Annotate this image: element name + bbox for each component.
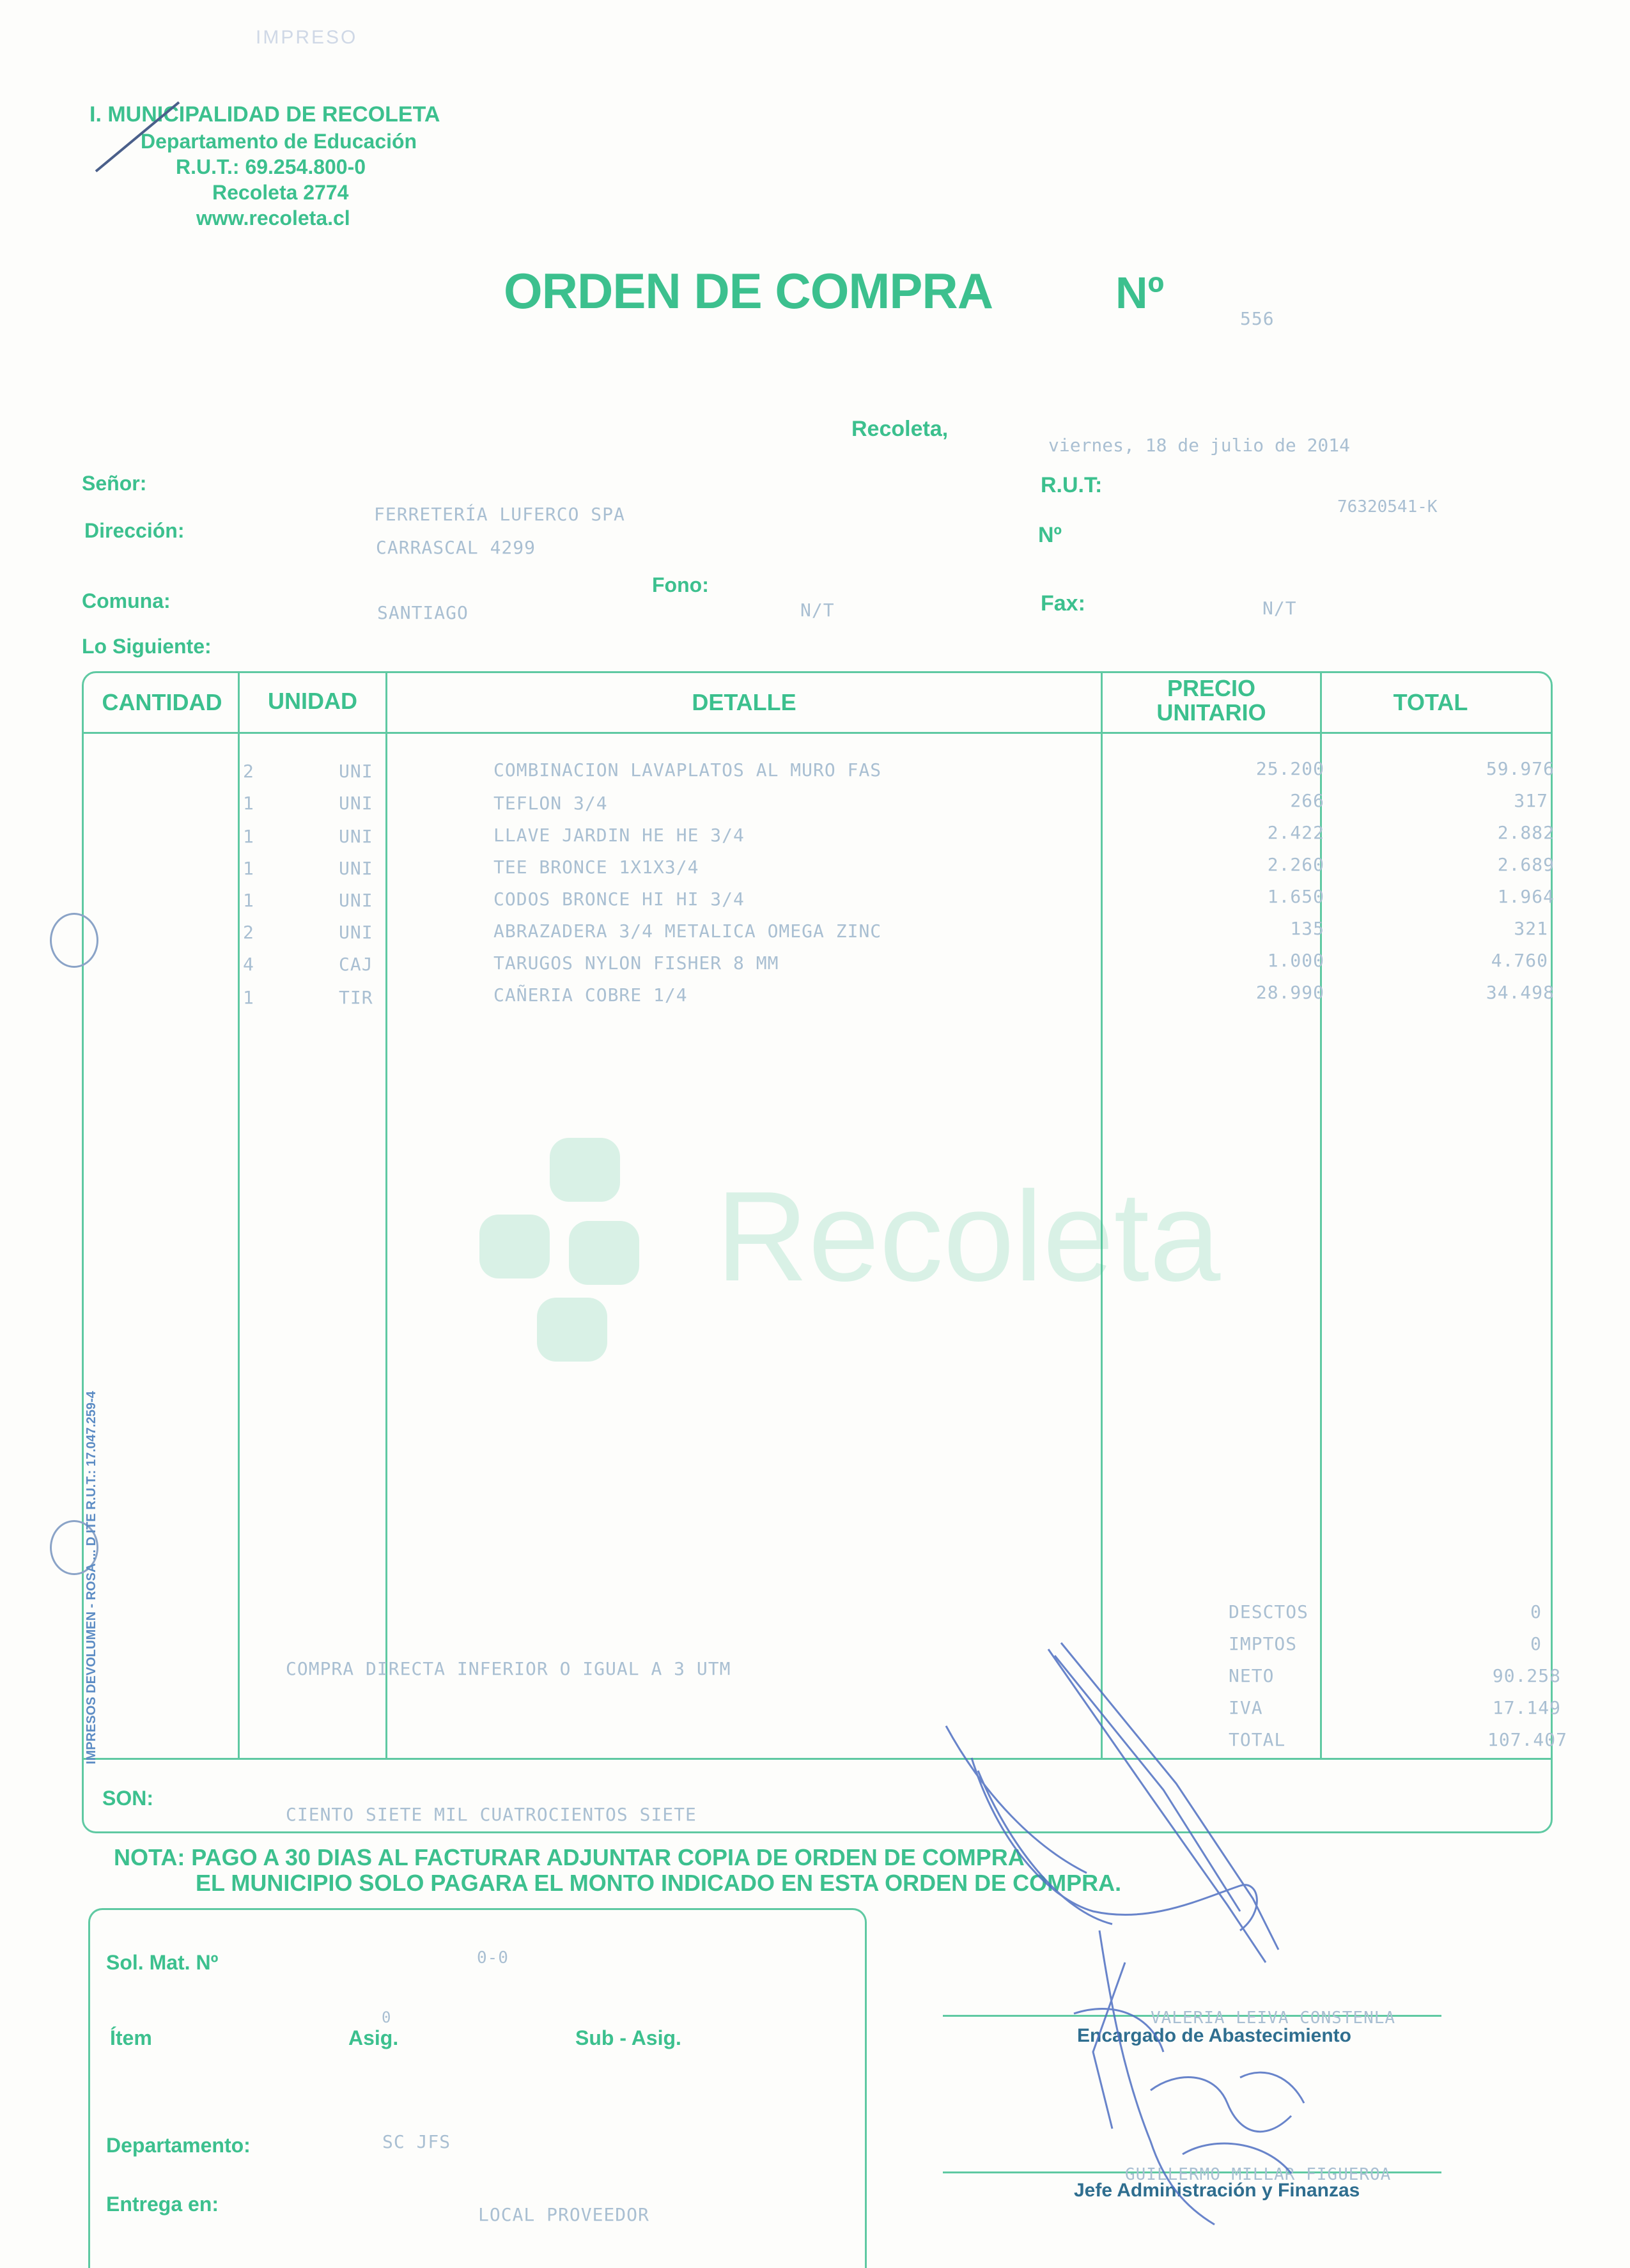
row-5-qty: 2 [243,922,254,943]
row-1-unit: UNI [339,793,373,814]
asig-value: 0 [382,2008,392,2026]
row-1-detail: TEFLON 3/4 [493,793,608,814]
rut-label: R.U.T: [1041,473,1103,497]
direct-purchase-note: COMPRA DIRECTA INFERIOR O IGUAL A 3 UTM [286,1658,731,1679]
row-6-unit: CAJ [339,954,373,975]
entrega-value: LOCAL PROVEEDOR [478,2204,649,2225]
neto-label: NETO [1229,1665,1275,1686]
row-0-unit: UNI [339,761,373,782]
row-1-total: 317 [1514,790,1548,811]
supplier-address: CARRASCAL 4299 [376,537,536,558]
row-2-total: 2.882 [1497,822,1555,843]
col-divider-2 [385,673,387,1759]
org-rut: R.U.T.: 69.254.800-0 [176,155,366,178]
row-5-detail: ABRAZADERA 3/4 METALICA OMEGA ZINC [493,920,882,942]
header-precio-2: UNITARIO [1156,699,1266,726]
fax-label: Fax: [1041,591,1085,616]
table-header-divider [84,732,1551,734]
row-5-price: 135 [1290,918,1324,939]
desctos-label: DESCTOS [1229,1601,1309,1622]
sol-mat-value: 0-0 [477,1948,509,1968]
pen-stroke-mark [83,96,185,179]
row-4-qty: 1 [243,890,254,911]
row-6-price: 1.000 [1267,950,1324,971]
entrega-label: Entrega en: [106,2193,219,2216]
recoleta-watermark-logo [460,1125,690,1384]
fono-label: Fono: [652,573,709,596]
header-unidad: UNIDAD [268,688,357,714]
row-3-unit: UNI [339,858,373,879]
row-1-qty: 1 [243,793,254,814]
row-4-unit: UNI [339,890,373,911]
row-3-price: 2.260 [1267,854,1324,875]
sub-asig-label: Sub - Asig. [575,2026,681,2049]
row-7-total: 34.498 [1486,982,1555,1003]
sol-mat-label: Sol. Mat. Nº [106,1951,219,1974]
departamento-value: SC JFS [382,2131,451,2152]
son-amount-in-words: CIENTO SIETE MIL CUATROCIENTOS SIETE [286,1804,697,1825]
header-precio-1: PRECIO [1167,675,1256,701]
iva-label: IVA [1229,1697,1263,1718]
row-3-qty: 1 [243,858,254,879]
header-total: TOTAL [1393,689,1468,715]
total-value: 107.407 [1487,1729,1567,1750]
neto-value: 90.258 [1492,1665,1561,1686]
org-name: I. MUNICIPALIDAD DE RECOLETA [89,102,440,127]
supplier-fono: N/T [800,600,835,621]
place-label: Recoleta, [851,417,949,441]
row-7-price: 28.990 [1255,982,1324,1003]
org-website: www.recoleta.cl [196,206,350,229]
son-label: SON: [102,1787,153,1810]
senor-label: Señor: [82,472,147,495]
supplier-rut: 76320541-K [1337,497,1438,517]
org-address: Recoleta 2774 [212,181,349,204]
row-1-price: 266 [1290,790,1324,811]
signature-role-1: Encargado de Abastecimiento [1077,2025,1351,2046]
order-date: viernes, 18 de julio de 2014 [1048,435,1351,456]
binder-hole-top [50,913,98,968]
row-7-detail: CAÑERIA COBRE 1/4 [493,984,688,1006]
row-6-detail: TARUGOS NYLON FISHER 8 MM [493,952,779,974]
direccion-label: Dirección: [84,519,185,542]
supplier-comuna: SANTIAGO [377,602,469,623]
iva-value: 17.149 [1492,1697,1561,1718]
departamento-label: Departamento: [106,2134,251,2157]
total-label: TOTAL [1229,1729,1286,1750]
n-label: Nº [1038,523,1062,547]
top-stamp: IMPRESO [256,27,358,48]
row-4-price: 1.650 [1267,886,1324,907]
row-0-price: 25.200 [1255,758,1324,779]
item-label: Ítem [110,2026,152,2049]
header-detalle: DETALLE [692,689,796,715]
header-cantidad: CANTIDAD [102,689,222,715]
asig-label: Asig. [348,2026,399,2049]
row-0-total: 59.976 [1486,758,1555,779]
document-number-label: Nº [1115,268,1165,318]
supplier-fax: N/T [1262,598,1297,619]
row-4-detail: CODOS BRONCE HI HI 3/4 [493,889,745,910]
row-7-qty: 1 [243,987,254,1008]
supplier-name: FERRETERÍA LUFERCO SPA [374,504,625,525]
signature-role-2: Jefe Administración y Finanzas [1074,2180,1360,2201]
row-0-detail: COMBINACION LAVAPLATOS AL MURO FAS [493,759,882,781]
row-5-total: 321 [1514,918,1548,939]
comuna-label: Comuna: [82,589,171,612]
signature-name-1: VALERIA LEIVA CONSTENLA [1151,2008,1396,2028]
department-name: Departamento de Educación [141,130,417,153]
desctos-value: 0 [1530,1601,1542,1622]
nota-line-1: NOTA: PAGO A 30 DIAS AL FACTURAR ADJUNTAR COPIA DE ORDEN DE COMPRA [114,1844,1025,1870]
row-2-price: 2.422 [1267,822,1324,843]
imptos-value: 0 [1530,1633,1542,1654]
row-3-total: 2.689 [1497,854,1555,875]
row-2-unit: UNI [339,826,373,847]
row-2-qty: 1 [243,826,254,847]
document-number: 556 [1240,308,1275,329]
row-6-total: 4.760 [1491,950,1548,971]
row-7-unit: TIR [339,987,373,1008]
signature-name-2: GUILLERMO MILLAR FIGUEROA [1125,2165,1392,2184]
row-4-total: 1.964 [1497,886,1555,907]
col-divider-1 [238,673,240,1759]
row-3-detail: TEE BRONCE 1X1X3/4 [493,857,699,878]
document-title: ORDEN DE COMPRA [504,263,993,319]
nota-line-2: EL MUNICIPIO SOLO PAGARA EL MONTO INDICADO EN ESTA ORDEN DE COMPRA. [196,1870,1122,1896]
row-5-unit: UNI [339,922,373,943]
lo-siguiente-label: Lo Siguiente: [82,635,212,658]
imptos-label: IMPTOS [1229,1633,1298,1654]
handwritten-signature [882,1630,1396,2244]
row-0-qty: 2 [243,761,254,782]
row-6-qty: 4 [243,954,254,975]
side-printer-text: IMPRESOS DEVOLUMEN - ROSA ... D ITE R.U.T.: 17.047.259-4 [84,1391,98,1764]
recoleta-watermark-text: Recoleta [716,1165,1221,1308]
row-2-detail: LLAVE JARDIN HE HE 3/4 [493,825,745,846]
